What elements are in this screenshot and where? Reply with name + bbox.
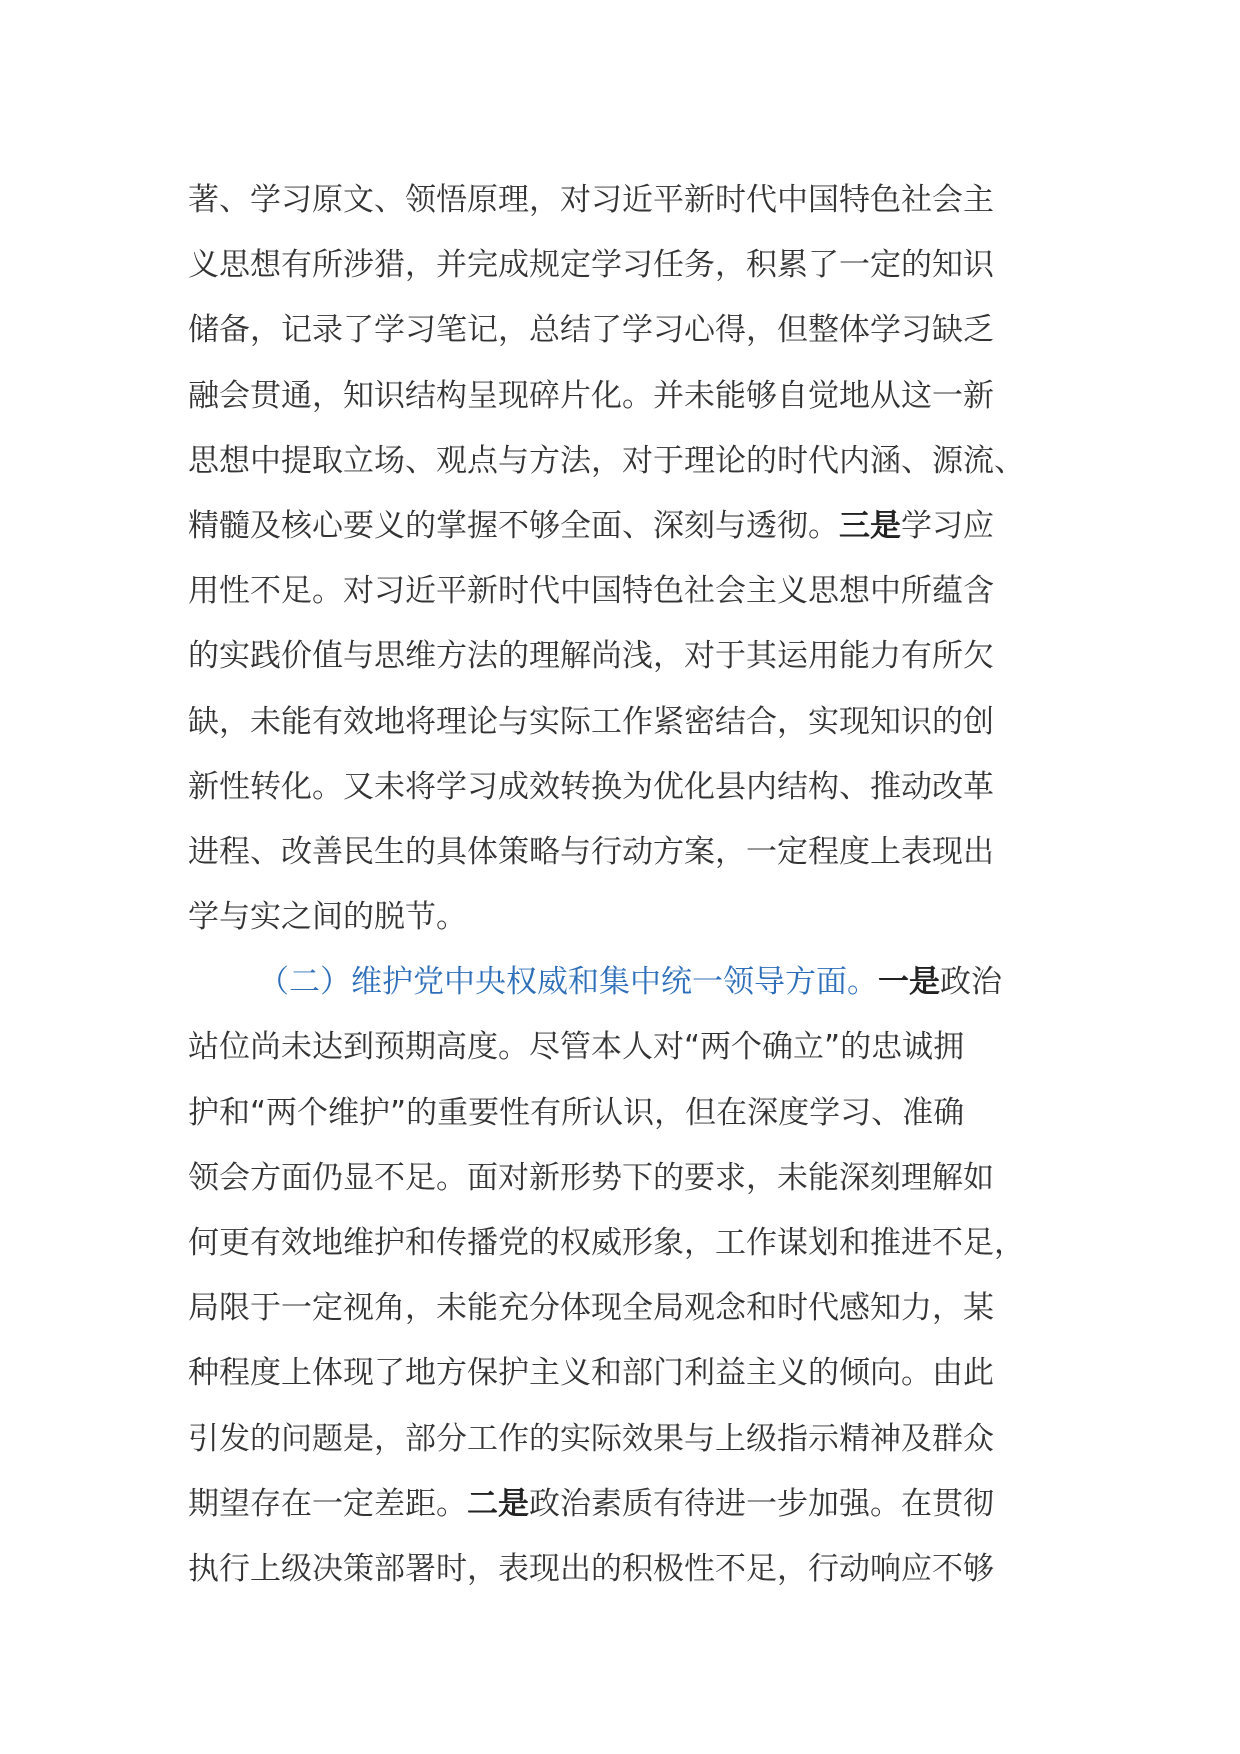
text-line (188, 1211, 1068, 1276)
text-segment: 用性不足。对习近平新时代中国特色社会主义思想中所蕴含 (188, 573, 994, 610)
text-segment: 引发的问题是，部分工作的实际效果与上级指示精神及群众 (188, 1420, 994, 1457)
text-line (188, 820, 1068, 885)
text-line (188, 494, 1068, 559)
text-segment: 何更有效地维护和传播党的权威形象，工作谋划和推进不足， (188, 1225, 1025, 1261)
bold-keyword: 三是 (839, 507, 901, 544)
text-segment: 站位尚未达到预期高度。尽管本人对“两个确立”的忠诚拥 (188, 1029, 965, 1066)
bold-keyword: 一是 (878, 964, 940, 1001)
text-segment: 种程度上体现了地方保护主义和部门利益主义的倾向。由此 (188, 1355, 994, 1392)
text-segment: 义思想有所涉猎，并完成规定学习任务，积累了一定的知识 (188, 247, 994, 284)
text-line (188, 1146, 1068, 1211)
text-line (188, 624, 1068, 689)
text-segment: 期望存在一定差距。 (188, 1485, 467, 1522)
text-segment: 思想中提取立场、观点与方法，对于理论的时代内涵、源流、 (188, 442, 1025, 479)
text-segment: 政治 (940, 964, 1002, 1001)
text-line (188, 298, 1068, 363)
text-line (188, 1341, 1068, 1406)
text-line (188, 1081, 1068, 1146)
text-line (188, 950, 1068, 1015)
bold-keyword: 二是 (467, 1485, 529, 1522)
text-line (188, 364, 1068, 429)
text-segment: 的实践价值与思维方法的理解尚浅，对于其运用能力有所欠 (188, 638, 994, 675)
text-segment: 执行上级决策部署时，表现出的积极性不足，行动响应不够 (188, 1550, 994, 1587)
text-line (188, 1537, 1068, 1602)
text-line (188, 1015, 1068, 1080)
text-segment: 缺，未能有效地将理论与实际工作紧密结合，实现知识的创 (188, 703, 994, 740)
text-line (188, 690, 1068, 755)
text-line (188, 1472, 1068, 1537)
text-line (188, 1407, 1068, 1472)
text-line (188, 755, 1068, 820)
text-line (188, 168, 1068, 233)
text-segment: 领会方面仍显不足。面对新形势下的要求，未能深刻理解如 (188, 1159, 994, 1196)
section-heading: （二）维护党中央权威和集中统一领导方面。 (258, 964, 878, 1001)
text-segment: 学习应 (901, 507, 994, 544)
text-segment: 局限于一定视角，未能充分体现全局观念和时代感知力，某 (188, 1290, 994, 1327)
text-segment: 政治素质有待进一步加强。在贯彻 (529, 1485, 994, 1522)
text-segment: 进程、改善民生的具体策略与行动方案，一定程度上表现出 (188, 833, 994, 870)
text-segment: 储备，记录了学习笔记，总结了学习心得，但整体学习缺乏 (188, 312, 994, 349)
text-line (188, 1276, 1068, 1341)
text-line (188, 559, 1068, 624)
text-segment: 精髓及核心要义的掌握不够全面、深刻与透彻。 (188, 507, 839, 544)
text-line (188, 233, 1068, 298)
text-segment: 著、学习原文、领悟原理，对习近平新时代中国特色社会主 (188, 182, 994, 218)
text-segment: 融会贯通，知识结构呈现碎片化。并未能够自觉地从这一新 (188, 377, 994, 414)
text-segment: 新性转化。又未将学习成效转换为优化县内结构、推动改革 (188, 768, 994, 805)
text-segment: 护和“两个维护”的重要性有所认识，但在深度学习、准确 (188, 1094, 965, 1131)
text-segment: 学与实之间的脱节。 (188, 899, 467, 936)
text-line (188, 429, 1068, 494)
text-line (188, 885, 1068, 950)
body-text (188, 168, 1068, 1602)
